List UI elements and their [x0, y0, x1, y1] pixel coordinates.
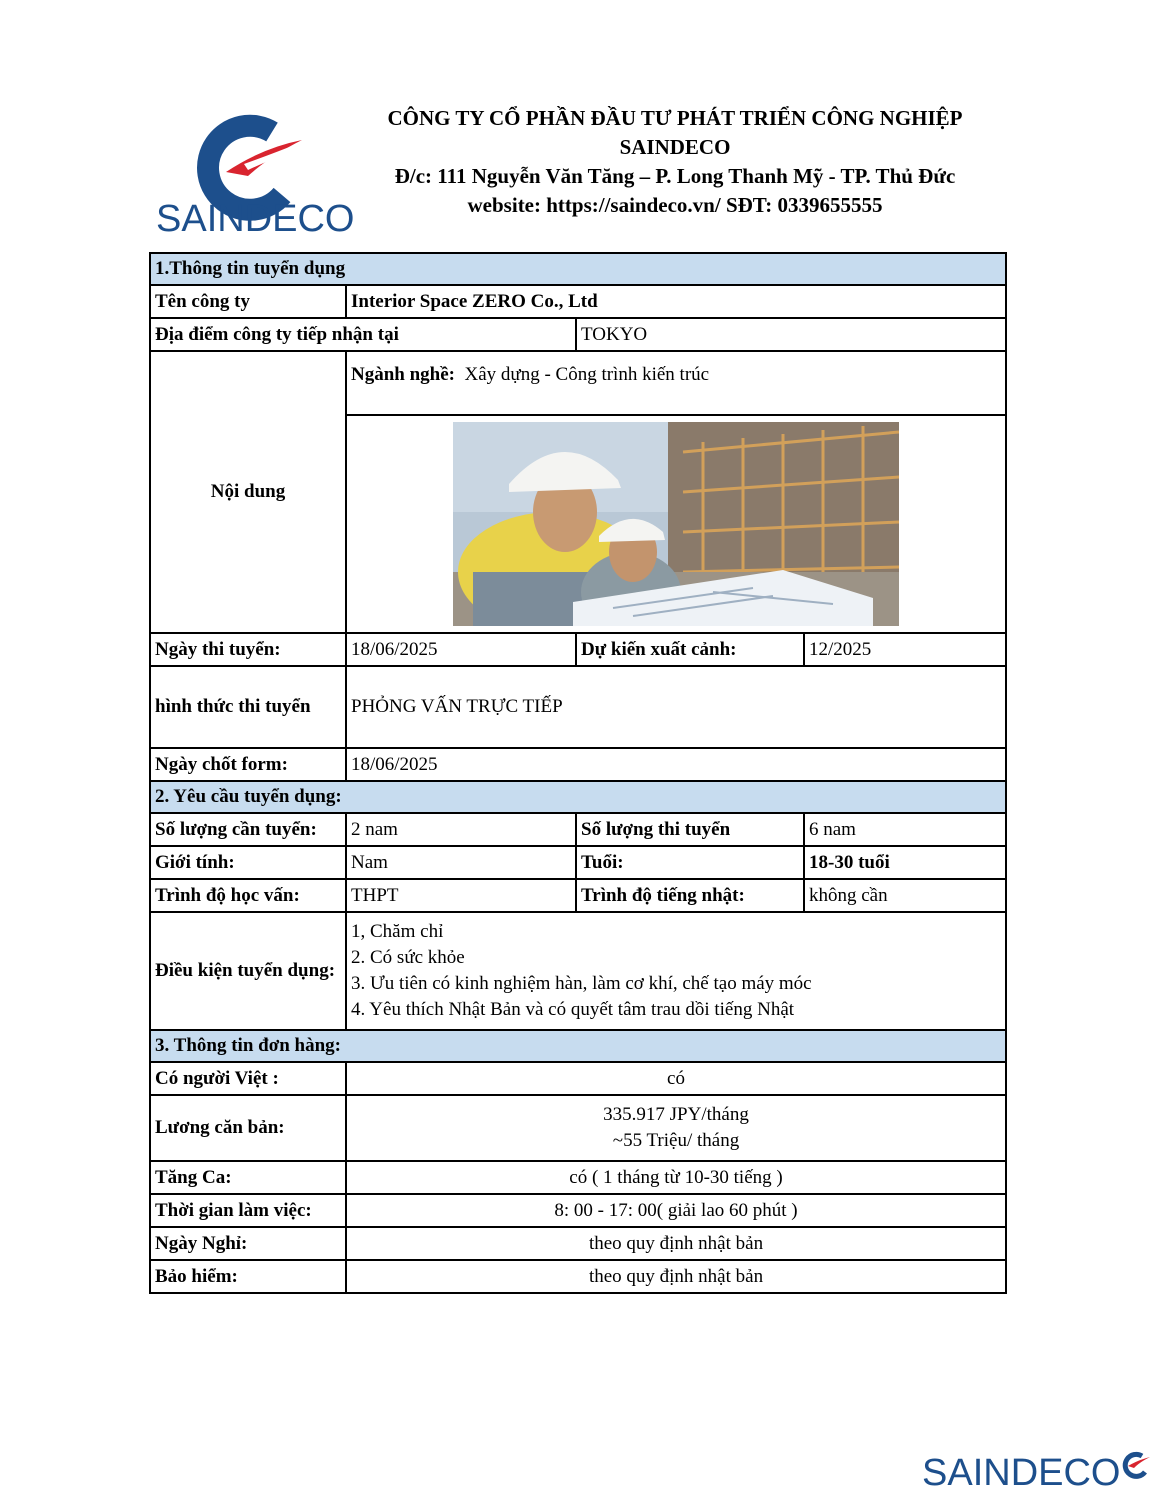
holiday-label: Ngày Nghỉ: [150, 1227, 346, 1260]
education-value: THPT [346, 879, 576, 912]
overtime-label: Tăng Ca: [150, 1161, 346, 1194]
location-row [150, 318, 1006, 351]
logo-text: SAINDECO [156, 198, 355, 240]
industry-value: Xây dựng - Công trình kiến trúc [464, 364, 710, 385]
conditions-row [150, 912, 1006, 1030]
content-label: Nội dung [150, 351, 346, 633]
photo-cell [346, 415, 1006, 633]
company-row [150, 285, 1006, 318]
overtime-row [150, 1161, 1006, 1194]
industry-row [150, 351, 1006, 415]
footer-logo-text: SAINDECO [922, 1452, 1121, 1494]
insurance-row [150, 1260, 1006, 1293]
salary-value [346, 1095, 1006, 1161]
company-website: website: https://saindeco.vn/ SĐT: 0339655555 [467, 193, 883, 217]
condition-item: 3. Ưu tiên có kinh nghiệm hàn, làm cơ khí, chế tạo máy móc [351, 973, 812, 994]
vietnamese-value: có [346, 1062, 1006, 1095]
company-block [340, 104, 1010, 220]
exam-form-value: PHỎNG VẤN TRỰC TIẾP [346, 666, 1006, 748]
company-name-line1: CÔNG TY CỔ PHẦN ĐẦU TƯ PHÁT TRIỂN CÔNG NGHIỆP [387, 106, 963, 130]
salary-jpy: 335.917 JPY/tháng [603, 1104, 749, 1125]
footer-logo-mark [1118, 1450, 1152, 1480]
salary-vnd: ~55 Triệu/ tháng [612, 1130, 740, 1151]
form-deadline-label: Ngày chốt form: [150, 748, 346, 781]
company-label: Tên công ty [150, 285, 346, 318]
form-deadline-value: 18/06/2025 [346, 748, 1006, 781]
exam-quantity-label: Số lượng thi tuyển [576, 813, 804, 846]
recruitment-table [149, 252, 1007, 1294]
departure-label: Dự kiến xuất cảnh: [576, 633, 804, 666]
exam-form-row [150, 666, 1006, 748]
exam-date-label: Ngày thi tuyển: [150, 633, 346, 666]
age-value: 18-30 tuổi [804, 846, 1006, 879]
holiday-value: theo quy định nhật bản [346, 1227, 1006, 1260]
japanese-label: Trình độ tiếng nhật: [576, 879, 804, 912]
worktime-label: Thời gian làm việc: [150, 1194, 346, 1227]
exam-form-label: hình thức thi tuyển [150, 666, 346, 748]
section1-title: 1.Thông tin tuyển dụng [150, 253, 1006, 285]
section2-title: 2. Yêu cầu tuyển dụng: [150, 781, 1006, 813]
education-label: Trình độ học vấn: [150, 879, 346, 912]
section1-header [150, 253, 1006, 285]
company-address: Đ/c: 111 Nguyễn Văn Tăng – P. Long Thanh Mỹ - TP. Thủ Đức [394, 164, 956, 188]
company-name-line2: SAINDECO [619, 135, 731, 159]
salary-row [150, 1095, 1006, 1161]
age-label: Tuổi: [576, 846, 804, 879]
gender-value: Nam [346, 846, 576, 879]
quantity-label: Số lượng cần tuyển: [150, 813, 346, 846]
conditions-list [346, 912, 1006, 1030]
form-deadline-row [150, 748, 1006, 781]
industry-cell [346, 351, 1006, 415]
location-label: Địa điểm công ty tiếp nhận tại [150, 318, 576, 351]
construction-workers-photo [453, 422, 899, 626]
page-header [0, 0, 1159, 250]
salary-label: Lương căn bản: [150, 1095, 346, 1161]
exam-quantity-value: 6 nam [804, 813, 1006, 846]
industry-label: Ngành nghề: [351, 364, 455, 385]
quantity-value: 2 nam [346, 813, 576, 846]
gender-label: Giới tính: [150, 846, 346, 879]
section3-header [150, 1030, 1006, 1062]
section2-header [150, 781, 1006, 813]
worktime-row [150, 1194, 1006, 1227]
overtime-value: có ( 1 tháng từ 10-30 tiếng ) [346, 1161, 1006, 1194]
exam-date-row [150, 633, 1006, 666]
vietnamese-row [150, 1062, 1006, 1095]
section3-title: 3. Thông tin đơn hàng: [150, 1030, 1006, 1062]
location-value: TOKYO [576, 318, 1006, 351]
condition-item: 1, Chăm chỉ [351, 921, 444, 942]
conditions-label: Điều kiện tuyển dụng: [150, 912, 346, 1030]
vietnamese-label: Có người Việt : [150, 1062, 346, 1095]
education-row [150, 879, 1006, 912]
exam-date-value: 18/06/2025 [346, 633, 576, 666]
worktime-value: 8: 00 - 17: 00( giải lao 60 phút ) [346, 1194, 1006, 1227]
gender-row [150, 846, 1006, 879]
insurance-value: theo quy định nhật bản [346, 1260, 1006, 1293]
quantity-row [150, 813, 1006, 846]
japanese-value: không cần [804, 879, 1006, 912]
condition-item: 2. Có sức khỏe [351, 947, 465, 968]
insurance-label: Bảo hiểm: [150, 1260, 346, 1293]
departure-value: 12/2025 [804, 633, 1006, 666]
holiday-row [150, 1227, 1006, 1260]
company-value: Interior Space ZERO Co., Ltd [346, 285, 1006, 318]
condition-item: 4. Yêu thích Nhật Bản và có quyết tâm trau dồi tiếng Nhật [351, 999, 795, 1020]
